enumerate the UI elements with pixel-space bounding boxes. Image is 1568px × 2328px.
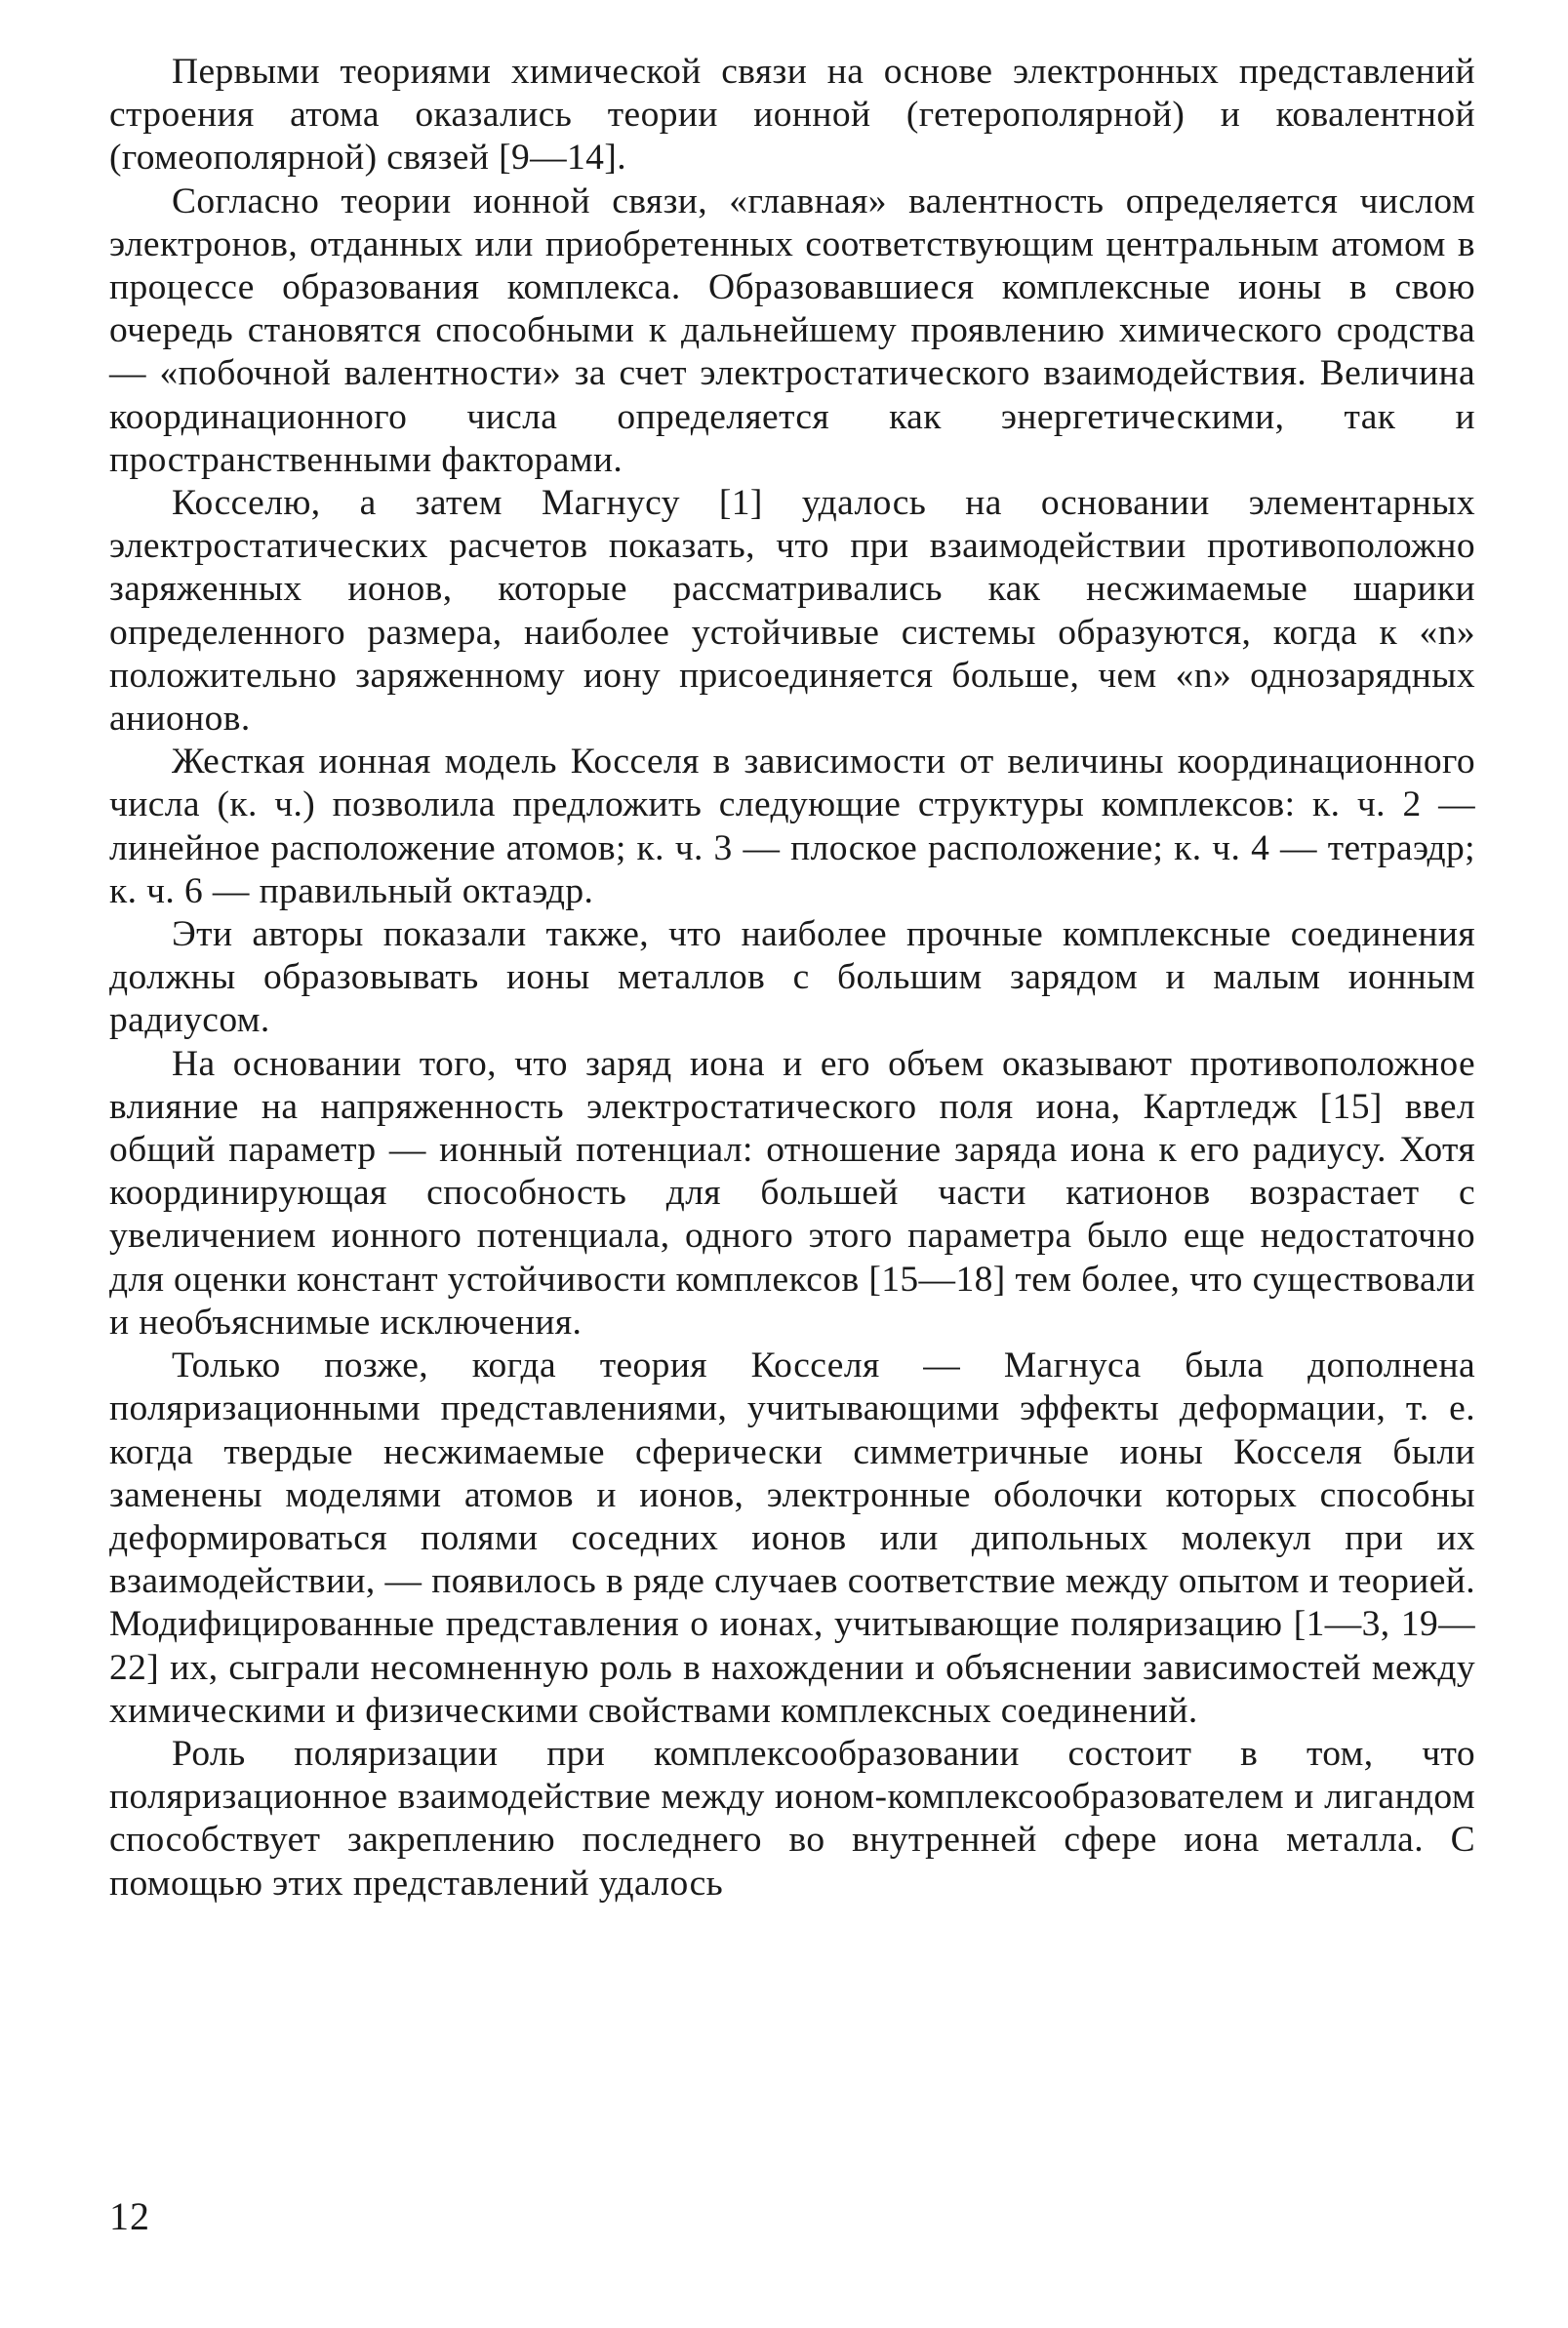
- page-body: [109, 51, 1475, 1906]
- paragraph-ionic-bond-theory: Согласно теории ионной связи, «главная» валентность определяется числом электронов, отданных или приобретенных соответствующим центральным атомом в процессе образования комплекса. Образовавшиеся комплексные ионы в свою очередь становятся способными к дальнейшему проявлению химического сродства — «побочной валентности» за счет электростатического взаимодействия. Величина координационного числа определяется как энергетическими, так и пространственными факторами.: [109, 181, 1475, 480]
- paragraph-kossel-magnus: Косселю, а затем Магнусу [1] удалось на основании элементарных электростатических расчетов показать, что при взаимодействии противоположно заряженных ионов, которые рассматривались как несжимаемые шарики определенного размера, наиболее устойчивые системы образуются, когда к «n» положительно заряженному иону присоединяется больше, чем «n» однозарядных анионов.: [109, 483, 1475, 740]
- paragraph-polarization-role: Роль поляризации при комплексообразовании состоит в том, что поляризационное взаимодействие между ионом-комплексообразователем и лигандом способствует закреплению последнего во внутренней сфере иона металла. С помощью этих представлений удалось: [109, 1733, 1475, 1904]
- paragraph-polarization-model: Только позже, когда теория Косселя — Магнуса была дополнена поляризационными представлениями, учитывающими эффекты деформации, т. е. когда твердые несжимаемые сферически симметричные ионы Косселя были заменены моделями атомов и ионов, электронные оболочки которых способны деформироваться полями соседних ионов или дипольных молекул при их взаимодействии, — появилось в ряде случаев соответствие между опытом и теорией. Модифицированные представления о ионах, учитывающие поляризацию [1—3, 19—22] их, сыграли несомненную роль в нахождении и объяснении зависимостей между химическими и физическими свойствами комплексных соединений.: [109, 1345, 1475, 1731]
- page-number: 12: [109, 2194, 150, 2238]
- paragraph-rigid-ionic-model: Жесткая ионная модель Косселя в зависимости от величины координационного числа (к. ч.) позволила предложить следующие структуры комплексов: к. ч. 2 — линейное расположение атомов; к. ч. 3 — плоское расположение; к. ч. 4 — тетраэдр; к. ч. 6 — правильный октаэдр.: [109, 742, 1475, 911]
- paragraph-ionic-potential: На основании того, что заряд иона и его объем оказывают противоположное влияние на напряженность электростатического поля иона, Картледж [15] ввел общий параметр — ионный потенциал: отношение заряда иона к его радиусу. Хотя координирующая способность для большей части катионов возрастает с увеличением ионного потенциала, одного этого параметра было еще недостаточно для оценки констант устойчивости комплексов [15—18] тем более, что существовали и необъяснимые исключения.: [109, 1043, 1475, 1343]
- paragraph-stable-complexes: Эти авторы показали также, что наиболее прочные комплексные соединения должны образовывать ионы металлов с большим зарядом и малым ионным радиусом.: [109, 914, 1475, 1041]
- paragraph-theories-intro: Первыми теориями химической связи на основе электронных представлений строения атома оказались теории ионной (гетерополярной) и ковалентной (гомеополярной) связей [9—14].: [109, 52, 1475, 179]
